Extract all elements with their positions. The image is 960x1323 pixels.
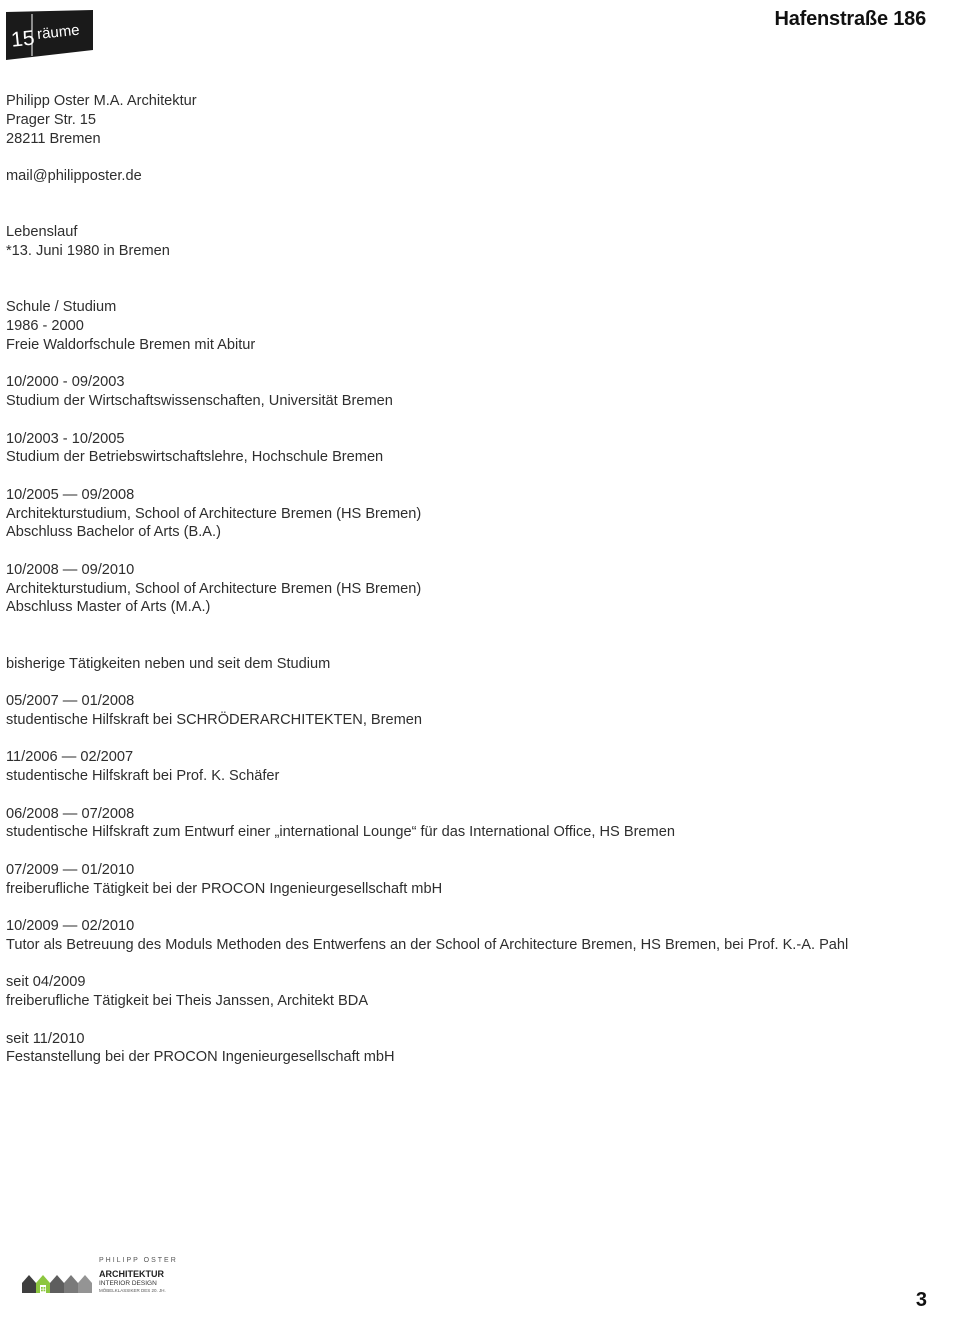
document-title: Hafenstraße 186 [774, 8, 926, 30]
entry-date: 1986 - 2000 [6, 318, 84, 334]
address-street: Prager Str. 15 [6, 111, 97, 128]
schule-entry [6, 486, 926, 542]
entry-text: studentische Hilfskraft zum Entwurf einer „international Lounge“ für das International Office, HS Bremen [6, 824, 675, 841]
job-entry [6, 692, 926, 730]
entry-text: Abschluss Bachelor of Arts (B.A.) [6, 524, 221, 541]
entry-text: Abschluss Master of Arts (M.A.) [6, 599, 211, 616]
job-entry [6, 973, 926, 1011]
entry-date: 05/2007 — 01/2008 [6, 693, 135, 709]
address-city: 28211 Bremen [6, 130, 101, 147]
entry-text: Architekturstudium, School of Architecture Bremen (HS Bremen) [6, 580, 422, 597]
page-number: 3 [915, 1289, 927, 1311]
job-entry [6, 748, 926, 786]
entry-text: Studium der Betriebswirtschaftslehre, Hochschule Bremen [6, 449, 384, 466]
taetigkeiten-heading: bisherige Tätigkeiten neben und seit dem Studium [6, 655, 331, 672]
footer-logo-moebel: MÖBELKLASSIKER DES 20. JH. [99, 1288, 166, 1293]
footer-logo-architektur: ARCHITEKTUR [99, 1269, 164, 1279]
entry-date: 10/2005 — 09/2008 [6, 486, 135, 503]
entry-date: 10/2000 - 09/2003 [6, 374, 125, 391]
entry-text: freiberufliche Tätigkeit bei Theis Janssen, Architekt BDA [6, 993, 369, 1009]
logo-word: räume [36, 21, 81, 43]
email-link[interactable]: mail@philipposter.de [6, 168, 142, 184]
schule-entry [6, 317, 926, 355]
schule-entry [6, 430, 926, 468]
job-entry [6, 917, 926, 955]
footer-logo-interior: INTERIOR DESIGN [99, 1280, 157, 1287]
entry-date: seit 11/2010 [6, 1030, 85, 1047]
entry-date: 07/2009 — 01/2010 [6, 861, 135, 878]
entry-date: 10/2009 — 02/2010 [6, 918, 135, 934]
birth-line: *13. Juni 1980 in Bremen [6, 243, 170, 259]
job-entry [6, 861, 926, 899]
logo-number: 15 [9, 26, 36, 52]
entry-text: Freie Waldorfschule Bremen mit Abitur [6, 336, 256, 353]
raeume-15-logo [6, 10, 93, 60]
entry-text: Architekturstudium, School of Architecture Bremen (HS Bremen) [6, 505, 422, 522]
entry-date: 10/2003 - 10/2005 [6, 430, 125, 447]
schule-entry [6, 373, 926, 411]
job-entry [6, 1030, 926, 1068]
cv-content [6, 92, 926, 1067]
job-entry [6, 805, 926, 843]
house-icons [22, 1275, 92, 1293]
entry-text: Festanstellung bei der PROCON Ingenieurgesellschaft mbH [6, 1049, 395, 1066]
entry-text: studentische Hilfskraft bei Prof. K. Schäfer [6, 768, 280, 784]
entry-text: freiberufliche Tätigkeit bei der PROCON Ingenieurgesellschaft mbH [6, 880, 443, 897]
entry-text: studentische Hilfskraft bei SCHRÖDERARCHITEKTEN, Bremen [6, 711, 423, 728]
entry-text: Studium der Wirtschaftswissenschaften, Universität Bremen [6, 393, 393, 409]
entry-date: 06/2008 — 07/2008 [6, 805, 135, 822]
entry-date: seit 04/2009 [6, 974, 86, 991]
footer-logo-name: PHILIPP OSTER [99, 1257, 178, 1264]
entry-date: 11/2006 — 02/2007 [6, 749, 134, 766]
schule-entry [6, 561, 926, 617]
schule-heading: Schule / Studium [6, 299, 117, 316]
lebenslauf-heading: Lebenslauf [6, 224, 78, 241]
entry-text: Tutor als Betreuung des Moduls Methoden des Entwerfens an der School of Architecture Bremen, HS Bremen, bei Prof. K.-A. Pahl [6, 936, 849, 953]
entry-date: 10/2008 — 09/2010 [6, 561, 135, 578]
address-name: Philipp Oster M.A. Architektur [6, 93, 197, 109]
